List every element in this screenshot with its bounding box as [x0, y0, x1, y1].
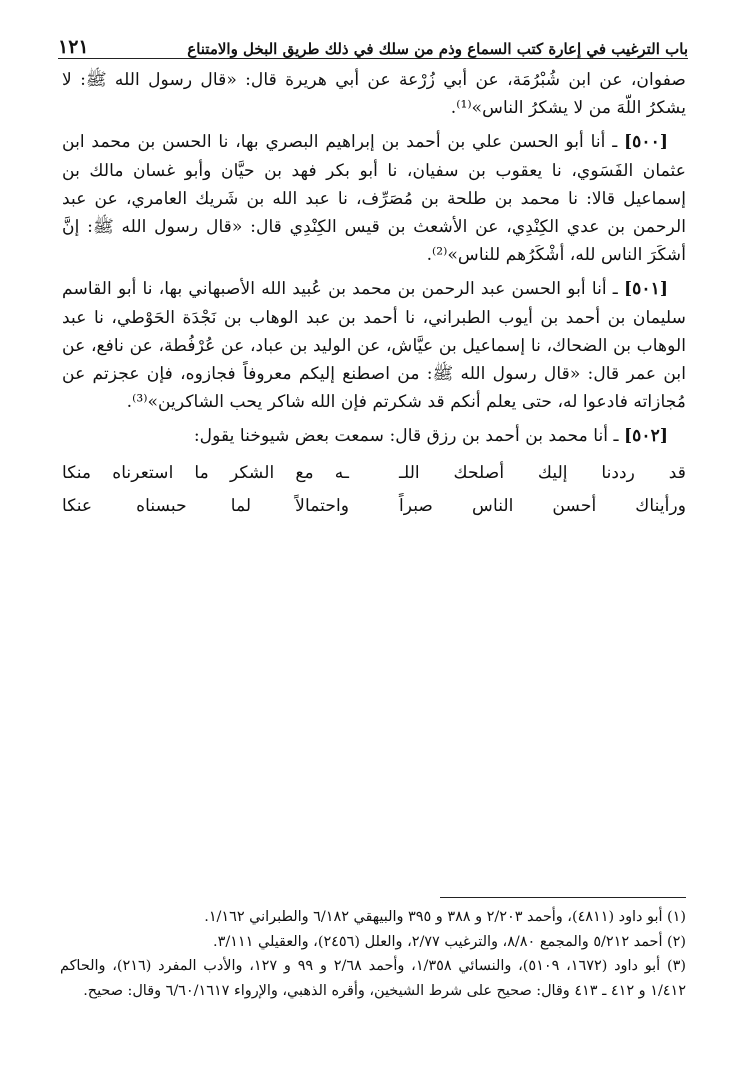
- poem-line-2-first-hemistich: ورأيناك أحسن الناس صبراً: [398, 495, 686, 516]
- hadith-number-502: [٥٠٢]: [624, 426, 668, 447]
- footnote-1: (١) أبو داود (٤٨١١)، وأحمد ٢/٢٠٣ و ٣٨٨ و ٣٩٥ والبيهقي ٦/١٨٢ والطبراني ١/١٦٢.: [204, 909, 686, 925]
- page-header: [58, 30, 688, 59]
- hadith-text-500: ـ أنا أبو الحسن علي بن أحمد بن إبراهيم البصري بها، نا الحسن بن محمد ابن عثمان الفَسَوي، نا يعقوب بن سفيان، نا أبو بكر فهد بن حيَّان وأبو غسان مالك بن إسماعيل قالا: نا محمد بن طلحة بن مُصَرِّف، نا عبد الله بن شَريك العامري، عن عبد الرحمن بن عدي الكِنْدِي، عن الأشعث بن قيس الكِنْدِي قال: «قال رسول الله ﷺ: إنَّ أشكَرَ الناس لله، أشْكَرُهم للناس»⁽²⁾.: [62, 132, 686, 266]
- footnote-3: (٣) أبو داود (١٦٧٢، ٥١٠٩)، والنسائي ١/٣٥٨، وأحمد ٢/٦٨ و ٩٩ و ١٢٧، والأدب المفرد (٢١٦)، والحاكم ١/٤١٢ و ٤١٢ ـ ٤١٣ وقال: صحيح على شرط الشيخين، وأقره الذهبي، والإرواء ٦/٦٠/١٦١٧ وقال: صحيح.: [60, 958, 686, 999]
- footnote-divider: [440, 897, 686, 898]
- page-number: ١٢١: [58, 36, 89, 58]
- poem-line-2: [62, 490, 686, 523]
- poem-line-1: [62, 457, 686, 490]
- hadith-text-501: ـ أنا أبو الحسن عبد الرحمن بن محمد بن عُبيد الله الأصبهاني بها، نا أبو القاسم سليمان بن أحمد بن أيوب الطبراني، نا أحمد بن عبد الوهاب بن نَجْدَة الحَوْطي، نا عبد الوهاب بن الضحاك، نا إسماعيل بن عيَّاش، عن الوليد بن عباد، عن عُرْفُطة، عن نافع، عن ابن عمر قال: «قال رسول الله ﷺ: من اصطنع إليكم معروفاً فجازوه، فإن عجزتم عن مُجازاته فادعوا له، حتى يعلم أنكم قد شكرتم فإن الله شاكر يحب الشاكرين»⁽³⁾.: [62, 279, 686, 413]
- poem-line-1-second-hemistich: ـه مع الشكر ما استعرناه منكا: [62, 462, 350, 483]
- paragraph-502: [62, 422, 686, 450]
- poem-line-2-second-hemistich: واحتمالاً لما حبسناه عنكا: [62, 495, 350, 516]
- footnotes: [60, 905, 686, 1003]
- poem: [62, 457, 686, 523]
- paragraph-continuation: صفوان، عن ابن شُبْرُمَة، عن أبي زُرْعة عن أبي هريرة قال: «قال رسول الله ﷺ: لا يشكرُ اللّهَ من لا يشكرُ الناس»⁽¹⁾.: [62, 70, 686, 119]
- paragraph-501: [62, 275, 686, 416]
- hadith-text-502: ـ أنا محمد بن أحمد بن رزق قال: سمعت بعض شيوخنا يقول:: [193, 426, 625, 447]
- footnote-2: (٢) أحمد ٥/٢١٢ والمجمع ٨/٨٠، والترغيب ٢/٧٧، والعلل (٢٤٥٦)، والعقيلي ٣/١١١.: [213, 933, 686, 950]
- paragraph-500: [62, 128, 686, 269]
- poem-line-1-first-hemistich: قد رددنا إليك أصلحك اللـ: [398, 462, 686, 483]
- running-head: باب الترغيب في إعارة كتب السماع وذم من سلك في ذلك طريق البخل والامتناع: [187, 40, 688, 58]
- main-text: [62, 66, 686, 523]
- hadith-number-500: [٥٠٠]: [624, 132, 668, 153]
- hadith-number-501: [٥٠١]: [624, 279, 668, 300]
